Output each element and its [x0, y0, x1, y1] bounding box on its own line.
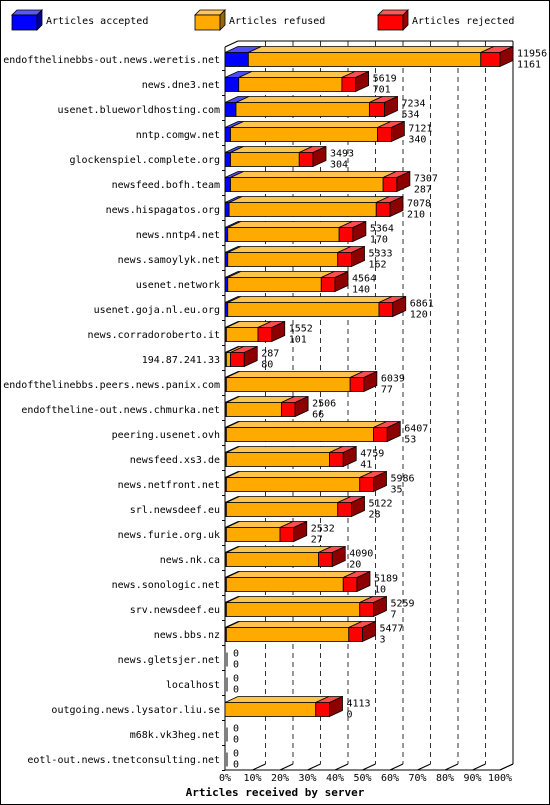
- bar-rejected-face: [350, 378, 364, 392]
- value-label-accepted: 0: [233, 659, 240, 671]
- category-label: endoftheline-out.news.chmurka.net: [21, 405, 220, 416]
- bar-rejected-face: [360, 478, 374, 492]
- value-label-accepted: 27: [310, 534, 323, 546]
- category-label: localhost: [165, 680, 220, 691]
- bar-refused: [228, 272, 335, 292]
- value-label-refused: 6861: [409, 298, 434, 310]
- value-label-refused: 4564: [352, 273, 377, 285]
- bar-refused-face: [231, 128, 378, 142]
- value-label-refused: 287: [261, 348, 280, 360]
- category-label: news.samoylyk.net: [117, 255, 220, 266]
- value-label-accepted: 77: [380, 384, 393, 396]
- floor-tick: [280, 764, 293, 770]
- bar-refused: [225, 697, 329, 717]
- value-label-accepted: 3: [379, 634, 386, 646]
- bar-rejected-face: [339, 228, 353, 242]
- value-label-accepted: 287: [413, 184, 432, 196]
- bar-refused-face: [226, 578, 343, 592]
- value-label-refused: 2532: [310, 523, 335, 535]
- bar-refused-face: [229, 203, 376, 217]
- bar-rejected-face: [338, 253, 352, 267]
- category-label: newsfeed.bofh.team: [111, 180, 220, 191]
- value-label-accepted: 20: [349, 559, 362, 571]
- legend-swatch: [12, 15, 37, 30]
- value-label-refused: 5259: [390, 598, 415, 610]
- bar-rejected-face: [374, 428, 388, 442]
- legend: [12, 10, 514, 30]
- bar-refused-top: [228, 272, 335, 278]
- x-tick-label: 80%: [435, 773, 455, 784]
- category-label: news.netfront.net: [117, 480, 220, 491]
- bar-accepted-face: [225, 228, 228, 242]
- value-label-accepted: 170: [369, 234, 388, 246]
- bar-refused-top: [228, 222, 352, 228]
- category-label: news.hispagatos.org: [105, 205, 220, 216]
- bar-refused-top: [248, 47, 493, 53]
- bar-refused: [226, 372, 363, 392]
- floor-tick: [500, 764, 513, 770]
- bar-rejected-face: [342, 78, 356, 92]
- category-label: eotl-out.news.tnetconsulting.net: [27, 755, 220, 766]
- legend-item: [195, 10, 325, 30]
- x-tick-label: 90%: [463, 773, 482, 784]
- bar-refused-face: [226, 353, 230, 367]
- value-label-refused: 4090: [349, 548, 374, 560]
- bar-refused-face: [226, 378, 350, 392]
- bar-accepted-face: [225, 78, 239, 92]
- bar-refused-top: [226, 547, 331, 553]
- bar-refused-top: [229, 197, 389, 203]
- value-label-accepted: 0: [233, 684, 240, 696]
- value-label-refused: 5477: [379, 623, 404, 635]
- bar-refused-face: [228, 278, 322, 292]
- floor-tick: [308, 764, 321, 770]
- value-label-accepted: 66: [312, 409, 325, 421]
- category-label: usenet.blueworldhosting.com: [57, 105, 220, 116]
- value-label-accepted: 0: [233, 734, 240, 746]
- bar-refused-top: [231, 172, 397, 178]
- bar-accepted-face: [225, 303, 228, 317]
- value-label-refused: 0: [233, 648, 240, 660]
- x-axis-title: Articles received by server: [185, 786, 365, 799]
- bar-rejected-face: [299, 153, 313, 167]
- bar-refused: [226, 472, 372, 492]
- bar-refused-face: [231, 178, 384, 192]
- bar-rejected-face: [321, 278, 335, 292]
- category-label: news.dne3.net: [141, 80, 220, 91]
- value-label-refused: 7307: [413, 173, 438, 185]
- bar-accepted-face: [225, 178, 231, 192]
- floor-tick: [253, 764, 266, 770]
- bar-refused-face: [226, 503, 337, 517]
- bar-accepted-face: [225, 103, 236, 117]
- x-tick-label: 50%: [353, 773, 372, 784]
- bar-rejected-face: [281, 403, 295, 417]
- value-label-accepted: 80: [261, 359, 274, 371]
- bar-refused-face: [226, 453, 329, 467]
- floor-tick: [335, 764, 348, 770]
- value-label-accepted: 162: [368, 259, 387, 271]
- value-label-refused: 3493: [330, 148, 355, 160]
- floor-tick: [445, 764, 458, 770]
- category-label: nntp.comgw.net: [135, 130, 220, 141]
- bar-rejected-face: [383, 178, 397, 192]
- bar-refused-face: [236, 103, 369, 117]
- bar-rejected-face: [316, 703, 330, 717]
- value-label-refused: 4759: [360, 448, 385, 460]
- bar-refused-face: [226, 403, 281, 417]
- value-label-refused: 0: [233, 673, 240, 685]
- value-label-refused: 2506: [312, 398, 337, 410]
- x-tick-label: 100%: [487, 773, 513, 784]
- bar-refused-top: [239, 72, 355, 78]
- value-label-refused: 5122: [368, 498, 393, 510]
- bar-refused-face: [248, 53, 480, 67]
- legend-swatch: [195, 15, 220, 30]
- bar-refused-face: [226, 528, 280, 542]
- bar-refused-top: [226, 572, 356, 578]
- value-label-accepted: 304: [330, 159, 349, 171]
- x-tick-labels: [219, 773, 512, 784]
- value-label-accepted: 1161: [517, 59, 542, 71]
- bar-refused-top: [226, 622, 361, 628]
- value-label-refused: 4113: [346, 698, 371, 710]
- category-label: news.corradoroberto.it: [87, 330, 220, 341]
- value-label-refused: 5986: [390, 473, 415, 485]
- bar-refused: [239, 72, 355, 92]
- bar-refused: [231, 172, 397, 192]
- bar-refused-top: [228, 247, 351, 253]
- value-label-accepted: 10: [374, 584, 387, 596]
- bar-rejected-face: [330, 453, 344, 467]
- bar-refused-top: [226, 447, 342, 453]
- category-label: news.nk.ca: [159, 555, 220, 566]
- bar-refused: [228, 247, 351, 267]
- bar-refused-top: [236, 97, 382, 103]
- bar-refused: [226, 447, 342, 467]
- bar-rejected-face: [379, 303, 393, 317]
- value-label-refused: 5189: [374, 573, 399, 585]
- legend-label: Articles accepted: [46, 16, 149, 27]
- x-tick-label: 60%: [380, 773, 400, 784]
- bar-refused-face: [228, 253, 338, 267]
- bar-refused-face: [228, 228, 339, 242]
- bar-accepted-face: [225, 128, 231, 142]
- bar-rejected-face: [360, 603, 374, 617]
- bar-accepted-face: [225, 253, 228, 267]
- value-label-accepted: 35: [390, 484, 403, 496]
- category-label: glockenspiel.complete.org: [69, 155, 220, 166]
- bar-rejected-face: [319, 553, 333, 567]
- category-label: usenet.goja.nl.eu.org: [93, 305, 220, 316]
- bar-rejected-face: [481, 53, 500, 67]
- category-label: news.furie.org.uk: [117, 530, 220, 541]
- bar-refused-face: [226, 328, 258, 342]
- category-label: usenet.network: [135, 280, 220, 291]
- bar-refused-face: [226, 628, 348, 642]
- bar-refused: [226, 497, 350, 517]
- category-label: news.gletsjer.net: [117, 655, 220, 666]
- bar-rejected-face: [280, 528, 294, 542]
- value-label-refused: 11956: [517, 48, 548, 60]
- legend-item: [378, 10, 514, 30]
- bar-refused-face: [231, 153, 300, 167]
- bar-refused: [231, 122, 391, 142]
- value-label-accepted: 0: [233, 759, 240, 771]
- x-tick-label: 0%: [218, 773, 232, 784]
- bar-refused: [228, 297, 392, 317]
- bar-refused: [229, 197, 389, 217]
- legend-label: Articles refused: [229, 16, 326, 27]
- bar-accepted-face: [225, 278, 228, 292]
- bar-refused-face: [226, 603, 359, 617]
- legend-swatch: [378, 15, 403, 30]
- bar-refused-top: [228, 297, 392, 303]
- bar-refused-face: [228, 303, 379, 317]
- category-labels: [3, 55, 220, 766]
- value-label-accepted: 28: [368, 509, 381, 521]
- bar-rejected-face: [338, 503, 352, 517]
- x-tick-label: 40%: [325, 773, 345, 784]
- bar-refused: [248, 47, 493, 67]
- category-label: srv.newsdeef.eu: [129, 605, 220, 616]
- value-label-refused: 0: [233, 748, 240, 760]
- floor-tick: [363, 764, 376, 770]
- floor-tick: [390, 764, 403, 770]
- value-label-accepted: 7: [390, 609, 397, 621]
- back-wall-top-left: [225, 41, 238, 47]
- x-tick-label: 70%: [408, 773, 427, 784]
- value-label-refused: 5619: [372, 73, 397, 85]
- value-label-refused: 0: [233, 723, 240, 735]
- category-label: endofthelinebbs.peers.news.panix.com: [3, 380, 220, 391]
- value-label-refused: 5364: [369, 223, 394, 235]
- bar-rejected-face: [343, 578, 357, 592]
- bar-refused-top: [231, 122, 391, 128]
- bar-refused-top: [226, 422, 386, 428]
- bar-rejected-face: [369, 103, 384, 117]
- category-label: news.bbs.nz: [153, 630, 220, 641]
- value-label-refused: 7078: [407, 198, 432, 210]
- floor-tick: [473, 764, 486, 770]
- bar-refused-face: [226, 553, 318, 567]
- value-label-accepted: 534: [401, 109, 420, 121]
- bar-refused-face: [226, 478, 359, 492]
- value-label-accepted: 210: [407, 209, 426, 221]
- floor-tick: [418, 764, 431, 770]
- bar-refused-top: [226, 497, 350, 503]
- bar-refused-top: [226, 597, 372, 603]
- bar-refused-face: [226, 428, 373, 442]
- category-label: news.nntp4.net: [135, 230, 220, 241]
- value-label-refused: 5333: [368, 248, 393, 260]
- bar-rejected-face: [378, 128, 392, 142]
- value-label-refused: 6039: [380, 373, 405, 385]
- category-label: srl.newsdeef.eu: [129, 505, 220, 516]
- x-tick-label: 10%: [243, 773, 262, 784]
- value-label-accepted: 0: [346, 709, 353, 721]
- bar-refused-top: [226, 472, 372, 478]
- value-label-accepted: 101: [288, 334, 307, 346]
- category-label: endofthelinebbs-out.news.weretis.net: [3, 55, 220, 66]
- category-label: 194.87.241.33: [141, 355, 220, 366]
- bar-rejected-face: [231, 353, 245, 367]
- value-label-refused: 1552: [288, 323, 313, 335]
- value-label-accepted: 41: [360, 459, 373, 471]
- bar-refused-face: [239, 78, 342, 92]
- legend-label: Articles rejected: [412, 16, 515, 27]
- bar-rejected-face: [376, 203, 390, 217]
- category-label: outgoing.news.lysator.liu.se: [51, 705, 220, 716]
- bar-refused: [236, 97, 382, 117]
- value-label-accepted: 53: [404, 434, 417, 446]
- value-label-accepted: 140: [352, 284, 371, 296]
- category-label: m68k.vk3heg.net: [129, 730, 220, 741]
- bar-accepted-face: [225, 203, 229, 217]
- category-label: peering.usenet.ovh: [111, 430, 220, 441]
- bar-refused-top: [225, 697, 329, 703]
- bar-rejected-face: [349, 628, 363, 642]
- bar-refused: [226, 622, 361, 642]
- bar-rejected-face: [258, 328, 272, 342]
- value-label-accepted: 701: [372, 84, 391, 96]
- bar-refused: [226, 422, 386, 442]
- bar-refused: [226, 597, 372, 617]
- value-label-refused: 7121: [408, 123, 433, 135]
- bar-refused-top: [231, 147, 313, 153]
- value-label-refused: 7234: [401, 98, 426, 110]
- bar-refused-top: [226, 372, 363, 378]
- x-tick-label: 20%: [270, 773, 290, 784]
- value-label-refused: 6407: [404, 423, 429, 435]
- bar-accepted-face: [225, 53, 248, 67]
- x-tick-label: 30%: [298, 773, 317, 784]
- category-label: newsfeed.xs3.de: [129, 455, 220, 466]
- legend-item: [12, 10, 148, 30]
- bars: [222, 47, 513, 771]
- category-label: news.sonologic.net: [111, 580, 220, 591]
- bar-refused: [226, 572, 356, 592]
- bar-refused: [228, 222, 352, 242]
- bar-refused: [226, 547, 331, 567]
- bar-accepted-face: [225, 153, 231, 167]
- value-label-accepted: 340: [408, 134, 427, 146]
- bar-refused-face: [225, 703, 316, 717]
- value-label-accepted: 120: [409, 309, 428, 321]
